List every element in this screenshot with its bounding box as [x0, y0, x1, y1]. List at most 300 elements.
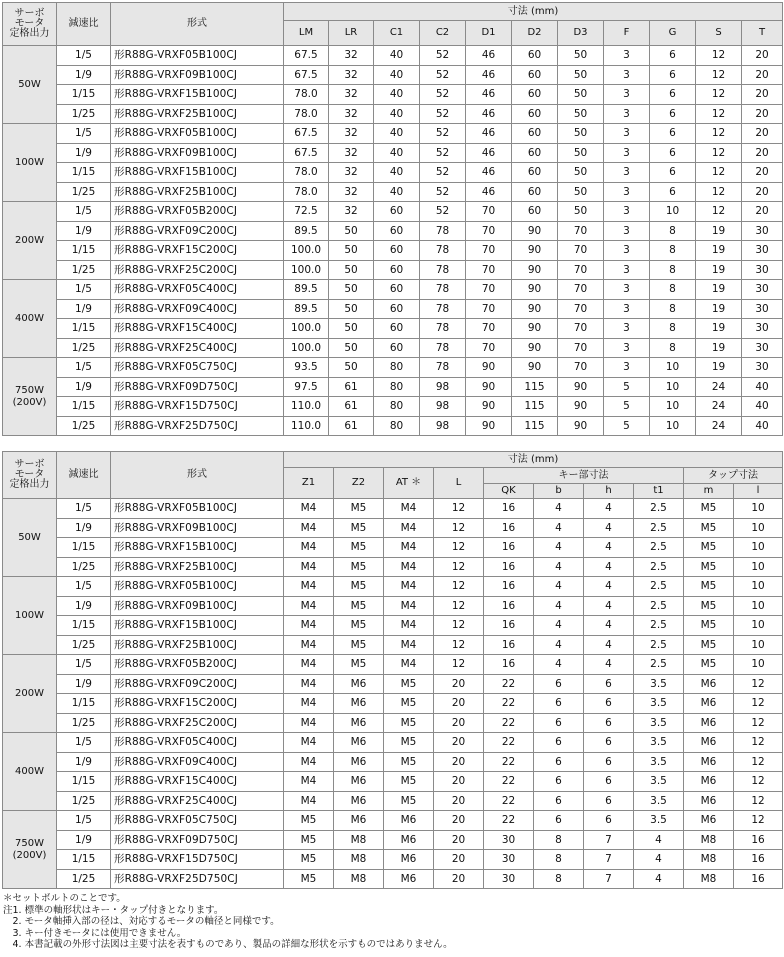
value-cell: 52 [420, 163, 466, 183]
value-cell: 78 [420, 241, 466, 261]
header-dimensions: 寸法 (mm) [284, 452, 783, 468]
value-cell: 115 [512, 397, 558, 417]
value-cell: 7 [584, 830, 634, 850]
value-cell: 67.5 [284, 143, 329, 163]
value-cell: M4 [384, 596, 434, 616]
ratio-cell: 1/5 [57, 811, 111, 831]
header-reduction-ratio: 減速比 [57, 3, 111, 46]
value-cell: 30 [742, 299, 783, 319]
value-cell: 3.5 [634, 752, 684, 772]
value-cell: 6 [534, 772, 584, 792]
value-cell: M4 [284, 499, 334, 519]
servo-output-cell: 200W [3, 655, 57, 733]
value-cell: 40 [374, 46, 420, 66]
value-cell: 4 [584, 635, 634, 655]
value-cell: 12 [696, 85, 742, 105]
value-cell: 12 [734, 752, 783, 772]
value-cell: 40 [374, 163, 420, 183]
value-cell: 70 [558, 260, 604, 280]
value-cell: 30 [742, 241, 783, 261]
value-cell: 70 [558, 241, 604, 261]
value-cell: 2.5 [634, 655, 684, 675]
value-cell: 40 [374, 124, 420, 144]
value-cell: 30 [484, 869, 534, 889]
value-cell: M4 [384, 499, 434, 519]
value-cell: 22 [484, 694, 534, 714]
value-cell: 6 [534, 791, 584, 811]
value-cell: 6 [650, 143, 696, 163]
value-cell: 70 [466, 319, 512, 339]
value-cell: 40 [742, 416, 783, 436]
value-cell: 32 [329, 65, 374, 85]
value-cell: M6 [334, 674, 384, 694]
value-cell: 60 [374, 299, 420, 319]
value-cell: M4 [384, 538, 434, 558]
value-cell: 50 [558, 46, 604, 66]
value-cell: 10 [734, 635, 783, 655]
value-cell: 32 [329, 85, 374, 105]
value-cell: M4 [284, 694, 334, 714]
ratio-cell: 1/15 [57, 319, 111, 339]
value-cell: 60 [512, 163, 558, 183]
model-cell: 形R88G-VRXF05B100CJ [111, 124, 284, 144]
value-cell: 19 [696, 260, 742, 280]
servo-output-cell: 100W [3, 124, 57, 202]
value-cell: 12 [696, 163, 742, 183]
value-cell: 32 [329, 46, 374, 66]
servo-output-cell: 100W [3, 577, 57, 655]
value-cell: 30 [742, 358, 783, 378]
value-cell: 50 [329, 260, 374, 280]
value-cell: 22 [484, 733, 534, 753]
ratio-cell: 1/9 [57, 143, 111, 163]
value-cell: 4 [534, 596, 584, 616]
value-cell: 22 [484, 713, 534, 733]
value-cell: M6 [334, 811, 384, 831]
value-cell: 90 [558, 416, 604, 436]
value-cell: 110.0 [284, 397, 329, 417]
table-row [3, 65, 783, 85]
table-row [3, 713, 783, 733]
value-cell: M4 [284, 791, 334, 811]
ratio-cell: 1/15 [57, 163, 111, 183]
value-cell: 2.5 [634, 596, 684, 616]
value-cell: 52 [420, 202, 466, 222]
value-cell: 12 [734, 772, 783, 792]
value-cell: M5 [334, 557, 384, 577]
value-cell: M6 [684, 811, 734, 831]
model-cell: 形R88G-VRXF05B100CJ [111, 577, 284, 597]
value-cell: 40 [374, 182, 420, 202]
value-cell: M4 [384, 616, 434, 636]
model-cell: 形R88G-VRXF09C400CJ [111, 299, 284, 319]
ratio-cell: 1/25 [57, 182, 111, 202]
value-cell: 10 [734, 538, 783, 558]
value-cell: 90 [466, 397, 512, 417]
header-col-t: T [742, 21, 783, 46]
value-cell: 52 [420, 46, 466, 66]
table-row [3, 280, 783, 300]
value-cell: 4 [584, 557, 634, 577]
value-cell: 3.5 [634, 713, 684, 733]
ratio-cell: 1/5 [57, 499, 111, 519]
value-cell: 8 [534, 869, 584, 889]
value-cell: 50 [558, 85, 604, 105]
value-cell: 90 [512, 319, 558, 339]
ratio-cell: 1/5 [57, 577, 111, 597]
value-cell: M6 [684, 791, 734, 811]
value-cell: 20 [434, 811, 484, 831]
value-cell: 20 [742, 85, 783, 105]
value-cell: 90 [558, 377, 604, 397]
value-cell: 110.0 [284, 416, 329, 436]
value-cell: 6 [534, 752, 584, 772]
ratio-cell: 1/25 [57, 791, 111, 811]
value-cell: 12 [434, 635, 484, 655]
header-col-d1: D1 [466, 21, 512, 46]
value-cell: 10 [650, 416, 696, 436]
value-cell: 78.0 [284, 182, 329, 202]
value-cell: 20 [742, 163, 783, 183]
model-cell: 形R88G-VRXF05B200CJ [111, 655, 284, 675]
model-cell: 形R88G-VRXF09C400CJ [111, 752, 284, 772]
value-cell: M6 [384, 850, 434, 870]
value-cell: 50 [329, 299, 374, 319]
value-cell: 20 [742, 202, 783, 222]
table-row [3, 397, 783, 417]
table-row [3, 299, 783, 319]
value-cell: 70 [558, 319, 604, 339]
value-cell: 32 [329, 202, 374, 222]
value-cell: 3 [604, 202, 650, 222]
value-cell: M5 [284, 869, 334, 889]
value-cell: 52 [420, 85, 466, 105]
value-cell: 50 [329, 319, 374, 339]
header-key-dimensions: キー部寸法 [484, 468, 684, 484]
model-cell: 形R88G-VRXF09D750CJ [111, 830, 284, 850]
value-cell: 16 [484, 635, 534, 655]
value-cell: M8 [334, 869, 384, 889]
value-cell: 46 [466, 163, 512, 183]
header-col-c2: C2 [420, 21, 466, 46]
value-cell: 6 [534, 733, 584, 753]
value-cell: 3 [604, 358, 650, 378]
value-cell: 8 [650, 260, 696, 280]
value-cell: 67.5 [284, 65, 329, 85]
header-tap-l: l [734, 484, 783, 499]
header-col-d2: D2 [512, 21, 558, 46]
value-cell: 93.5 [284, 358, 329, 378]
value-cell: 89.5 [284, 221, 329, 241]
value-cell: M4 [384, 518, 434, 538]
value-cell: M5 [284, 830, 334, 850]
header-qk: QK [484, 484, 534, 499]
value-cell: M5 [684, 635, 734, 655]
value-cell: 16 [734, 869, 783, 889]
value-cell: 40 [374, 85, 420, 105]
value-cell: 50 [329, 221, 374, 241]
value-cell: 61 [329, 377, 374, 397]
value-cell: 30 [742, 319, 783, 339]
value-cell: 16 [484, 557, 534, 577]
value-cell: 60 [374, 241, 420, 261]
model-cell: 形R88G-VRXF25B100CJ [111, 104, 284, 124]
value-cell: 6 [534, 694, 584, 714]
value-cell: 3 [604, 104, 650, 124]
value-cell: 2.5 [634, 518, 684, 538]
value-cell: M5 [684, 557, 734, 577]
footnote: 3. キー付きモータには使用できません。 [3, 927, 187, 939]
value-cell: 20 [434, 733, 484, 753]
value-cell: 22 [484, 772, 534, 792]
value-cell: 60 [512, 182, 558, 202]
value-cell: M6 [384, 869, 434, 889]
value-cell: M6 [684, 733, 734, 753]
value-cell: 52 [420, 143, 466, 163]
value-cell: 2.5 [634, 557, 684, 577]
value-cell: 24 [696, 397, 742, 417]
value-cell: 8 [650, 280, 696, 300]
value-cell: M5 [284, 811, 334, 831]
value-cell: 52 [420, 182, 466, 202]
model-cell: 形R88G-VRXF15D750CJ [111, 397, 284, 417]
value-cell: 3.5 [634, 694, 684, 714]
value-cell: 10 [734, 596, 783, 616]
servo-output-cell: 200W [3, 202, 57, 280]
value-cell: M5 [684, 538, 734, 558]
value-cell: 19 [696, 358, 742, 378]
value-cell: 4 [534, 538, 584, 558]
model-cell: 形R88G-VRXF05C750CJ [111, 358, 284, 378]
value-cell: M6 [334, 791, 384, 811]
footnote: ＊セットボルトのことです。 [3, 893, 126, 904]
value-cell: 80 [374, 377, 420, 397]
value-cell: M5 [684, 518, 734, 538]
value-cell: 4 [584, 538, 634, 558]
table-row [3, 850, 783, 870]
value-cell: 46 [466, 143, 512, 163]
header-col-s: S [696, 21, 742, 46]
value-cell: 70 [466, 260, 512, 280]
header-t1: t1 [634, 484, 684, 499]
value-cell: 32 [329, 124, 374, 144]
value-cell: 50 [558, 163, 604, 183]
header-col-lm: LM [284, 21, 329, 46]
value-cell: 16 [734, 830, 783, 850]
footnote: 2. モータ軸挿入部の径は、対応するモータの軸径と同様です。 [3, 916, 280, 927]
value-cell: 32 [329, 104, 374, 124]
value-cell: 78.0 [284, 85, 329, 105]
ratio-cell: 1/15 [57, 694, 111, 714]
servo-output-cell: 400W [3, 733, 57, 811]
value-cell: 40 [742, 397, 783, 417]
ratio-cell: 1/9 [57, 830, 111, 850]
model-cell: 形R88G-VRXF05B100CJ [111, 46, 284, 66]
value-cell: M5 [334, 616, 384, 636]
table-row [3, 791, 783, 811]
value-cell: 10 [734, 518, 783, 538]
value-cell: 10 [734, 499, 783, 519]
value-cell: 60 [374, 280, 420, 300]
value-cell: 22 [484, 752, 534, 772]
dimension-table-2 [2, 451, 783, 889]
value-cell: M5 [334, 518, 384, 538]
value-cell: 60 [374, 338, 420, 358]
servo-output-cell: 750W (200V) [3, 358, 57, 436]
value-cell: 52 [420, 65, 466, 85]
value-cell: 16 [734, 850, 783, 870]
value-cell: 7 [584, 850, 634, 870]
value-cell: 3 [604, 319, 650, 339]
model-cell: 形R88G-VRXF15B100CJ [111, 163, 284, 183]
value-cell: 3.5 [634, 791, 684, 811]
table-row [3, 124, 783, 144]
value-cell: 10 [650, 397, 696, 417]
table-row [3, 596, 783, 616]
ratio-cell: 1/5 [57, 358, 111, 378]
value-cell: 115 [512, 377, 558, 397]
value-cell: M6 [334, 694, 384, 714]
value-cell: 3 [604, 163, 650, 183]
value-cell: M4 [284, 616, 334, 636]
value-cell: 32 [329, 163, 374, 183]
ratio-cell: 1/5 [57, 46, 111, 66]
value-cell: 10 [650, 202, 696, 222]
model-cell: 形R88G-VRXF05C400CJ [111, 280, 284, 300]
value-cell: 60 [512, 85, 558, 105]
value-cell: 4 [534, 577, 584, 597]
value-cell: 115 [512, 416, 558, 436]
value-cell: 16 [484, 655, 534, 675]
value-cell: 20 [434, 772, 484, 792]
value-cell: M4 [384, 577, 434, 597]
value-cell: 4 [534, 655, 584, 675]
value-cell: 2.5 [634, 635, 684, 655]
value-cell: 50 [558, 65, 604, 85]
value-cell: M5 [384, 694, 434, 714]
value-cell: 60 [512, 124, 558, 144]
value-cell: 50 [329, 338, 374, 358]
value-cell: 3 [604, 65, 650, 85]
value-cell: 78 [420, 338, 466, 358]
value-cell: 12 [696, 143, 742, 163]
value-cell: 50 [558, 143, 604, 163]
value-cell: 3 [604, 124, 650, 144]
value-cell: 19 [696, 319, 742, 339]
value-cell: 98 [420, 397, 466, 417]
value-cell: 46 [466, 46, 512, 66]
value-cell: 5 [604, 377, 650, 397]
ratio-cell: 1/15 [57, 85, 111, 105]
value-cell: 22 [484, 791, 534, 811]
ratio-cell: 1/15 [57, 850, 111, 870]
value-cell: 12 [734, 674, 783, 694]
value-cell: M4 [284, 733, 334, 753]
model-cell: 形R88G-VRXF25B100CJ [111, 182, 284, 202]
ratio-cell: 1/5 [57, 733, 111, 753]
model-cell: 形R88G-VRXF15C200CJ [111, 694, 284, 714]
value-cell: 3 [604, 143, 650, 163]
header-col-lr: LR [329, 21, 374, 46]
header-servo-output: サーボ モータ 定格出力 [3, 452, 57, 499]
value-cell: 12 [434, 538, 484, 558]
value-cell: M8 [684, 850, 734, 870]
value-cell: 12 [434, 616, 484, 636]
value-cell: M6 [334, 733, 384, 753]
value-cell: M5 [334, 635, 384, 655]
value-cell: M4 [284, 557, 334, 577]
value-cell: 10 [650, 358, 696, 378]
ratio-cell: 1/5 [57, 280, 111, 300]
table-row [3, 358, 783, 378]
model-cell: 形R88G-VRXF15D750CJ [111, 850, 284, 870]
value-cell: 4 [534, 616, 584, 636]
value-cell: 20 [434, 694, 484, 714]
value-cell: 78 [420, 358, 466, 378]
model-cell: 形R88G-VRXF09C200CJ [111, 221, 284, 241]
table-row [3, 319, 783, 339]
model-cell: 形R88G-VRXF25D750CJ [111, 869, 284, 889]
value-cell: M5 [284, 850, 334, 870]
value-cell: 90 [512, 221, 558, 241]
value-cell: 78 [420, 280, 466, 300]
value-cell: M4 [284, 674, 334, 694]
value-cell: 3 [604, 241, 650, 261]
value-cell: M5 [684, 596, 734, 616]
value-cell: 6 [534, 713, 584, 733]
ratio-cell: 1/9 [57, 221, 111, 241]
value-cell: M4 [284, 752, 334, 772]
value-cell: 16 [484, 577, 534, 597]
value-cell: 20 [742, 46, 783, 66]
value-cell: 6 [650, 46, 696, 66]
model-cell: 形R88G-VRXF15C400CJ [111, 319, 284, 339]
value-cell: 70 [558, 280, 604, 300]
value-cell: 50 [558, 182, 604, 202]
value-cell: 16 [484, 538, 534, 558]
ratio-cell: 1/9 [57, 752, 111, 772]
value-cell: 6 [650, 124, 696, 144]
value-cell: 46 [466, 65, 512, 85]
value-cell: 22 [484, 811, 534, 831]
ratio-cell: 1/25 [57, 104, 111, 124]
model-cell: 形R88G-VRXF15B100CJ [111, 538, 284, 558]
ratio-cell: 1/15 [57, 241, 111, 261]
value-cell: 2.5 [634, 499, 684, 519]
table-row [3, 377, 783, 397]
model-cell: 形R88G-VRXF15B100CJ [111, 85, 284, 105]
value-cell: 67.5 [284, 124, 329, 144]
header-tap-dimensions: タップ寸法 [684, 468, 783, 484]
table-row [3, 260, 783, 280]
value-cell: M5 [684, 577, 734, 597]
value-cell: 8 [650, 221, 696, 241]
value-cell: 90 [512, 241, 558, 261]
value-cell: M8 [684, 869, 734, 889]
model-cell: 形R88G-VRXF09B100CJ [111, 518, 284, 538]
value-cell: 60 [374, 260, 420, 280]
value-cell: 30 [484, 830, 534, 850]
value-cell: 20 [434, 850, 484, 870]
ratio-cell: 1/9 [57, 299, 111, 319]
value-cell: 50 [558, 202, 604, 222]
header-servo-output: サーボ モータ 定格出力 [3, 3, 57, 46]
value-cell: M5 [684, 499, 734, 519]
value-cell: 12 [434, 499, 484, 519]
value-cell: 10 [734, 557, 783, 577]
value-cell: M5 [384, 733, 434, 753]
value-cell: M6 [684, 674, 734, 694]
